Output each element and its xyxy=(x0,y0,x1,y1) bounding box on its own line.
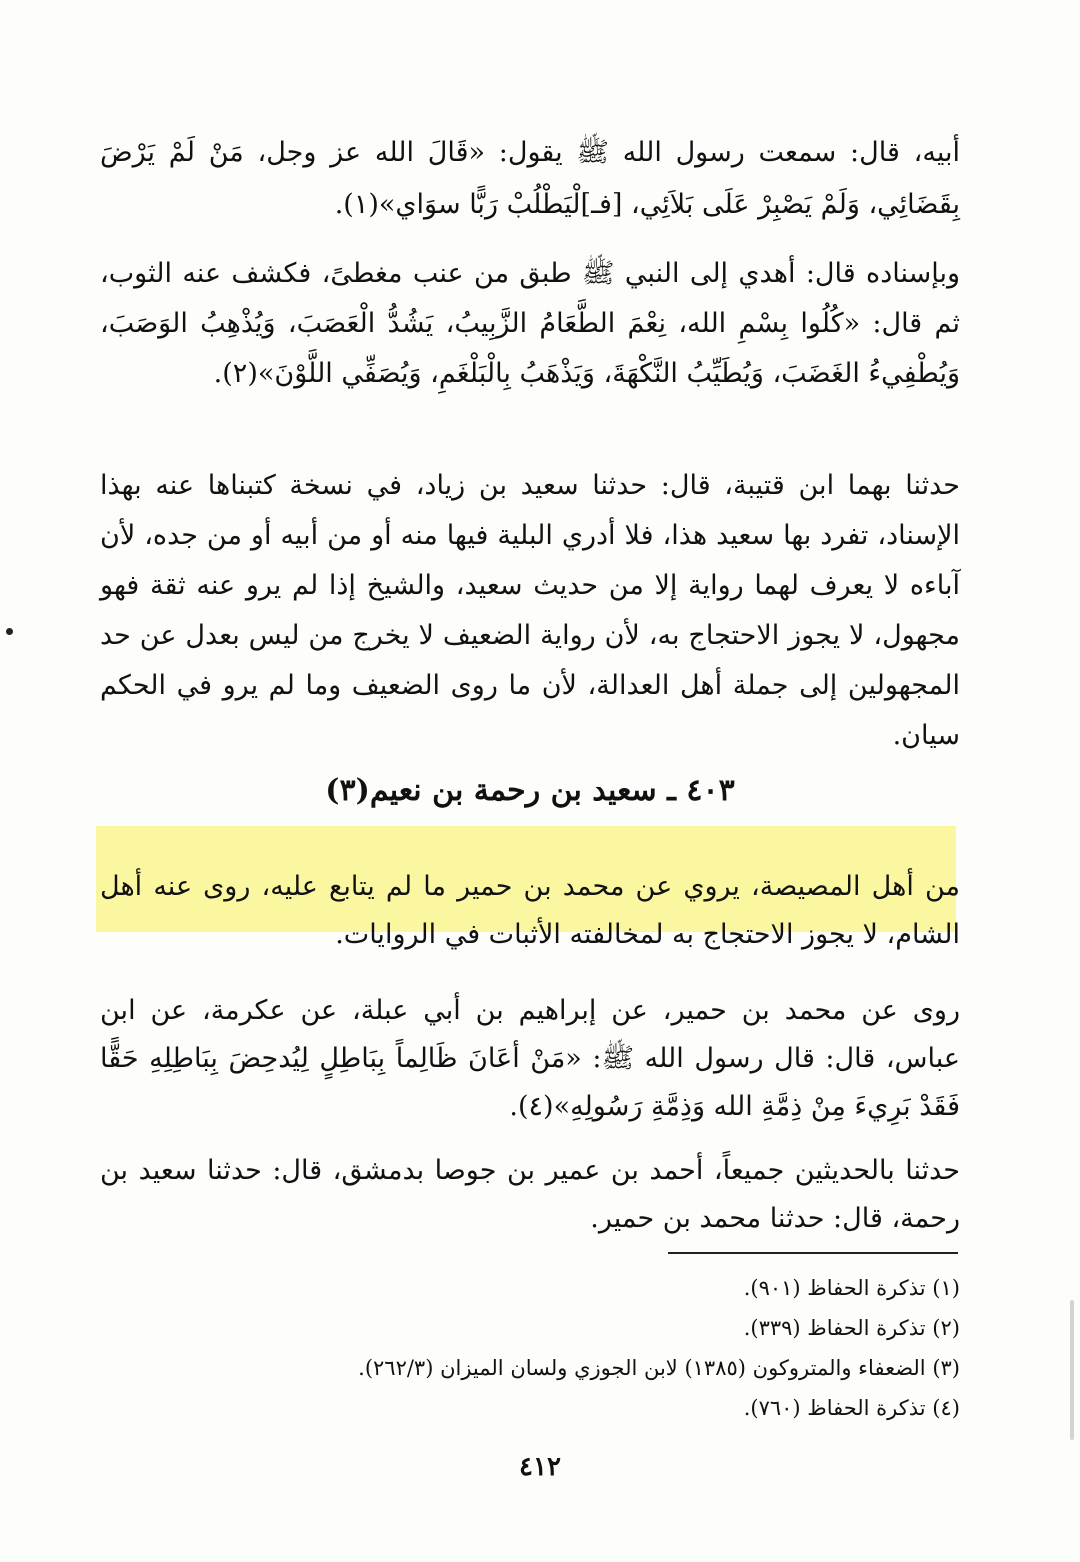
page-number: ٤١٢ xyxy=(519,1452,561,1482)
paragraph-hadith-2: وبإسناده قال: أهدي إلى النبي ﷺ طبق من عنب مغطىً، فكشف عنه الثوب، ثم قال: «كُلُوا بِسْمِ الله، نِعْمَ الطَّعَامُ الزَّبِيبُ، يَشُدُّ الْعَصَبَ، وَيُذْهِبُ الوَصَبَ، وَيُطْفِيءُ الغَضَبَ، وَيُطَيِّبُ النَّكْهَةَ، وَيَذْهَبُ بِالْبَلْغَمِ، وَيُصَفِّي اللَّوْنَ»(٢). xyxy=(100,258,960,389)
paragraph-isnad: حدثنا بالحديثين جميعاً، أحمد بن عمير بن جوصا بدمشق، قال: حدثنا سعيد بن رحمة، قال: حدثنا محمد بن حمير. xyxy=(100,1155,960,1234)
footnote-4: (٤) تذكرة الحفاظ (٧٦٠). xyxy=(743,1396,960,1420)
edge-mark xyxy=(6,628,13,635)
paragraph-hadith-1: أبيه، قال: سمعت رسول الله ﷺ يقول: «قَالَ الله عز وجل، مَنْ لَمْ يَرْضَ بِقَضَائِي، وَلَمْ يَصْبِرْ عَلَى بَلاَئِي، [فـ]لْيَطْلُبْ رَبًّا سوَاي»(١). xyxy=(100,137,960,220)
paragraph-hadith-3: روى عن محمد بن حمير، عن إبراهيم بن أبي عبلة، عن عكرمة، عن ابن عباس، قال: قال رسول الله ﷺ: «مَنْ أعَانَ ظَالِماً بِبَاطِلٍ لِيُدحِضَ بِبَاطِلِهِ حَقًّا فَقَدْ بَرِيءَ مِنْ ذِمَّةِ الله وَذِمَّةِ رَسُولِهِ»(٤). xyxy=(100,995,960,1122)
footnote-1: (١) تذكرة الحفاظ (٩٠١). xyxy=(743,1276,960,1300)
footnotes xyxy=(100,1268,960,1428)
footnote-3: (٣) الضعفاء والمتروكون (١٣٨٥) لابن الجوزي ولسان الميزان (٢٦٢/٣). xyxy=(358,1356,960,1380)
entry-heading: ٤٠٣ ـ سعيد بن رحمة بن نعيم(٣) xyxy=(325,773,735,808)
paragraph-commentary: حدثنا بهما ابن قتيبة، قال: حدثنا سعيد بن زياد، في نسخة كتبناها عنه بهذا الإسناد، تفرد بها سعيد هذا، فلا أدري البلية فيها منه أو من أبيه أو من جده، لأن آباءه لا يعرف لهما رواية إلا من حديث سعيد، والشيخ إذا لم يرو عنه ثقة فهو مجهول، لا يجوز الاحتجاج به، لأن رواية الضعيف لا يخرج من ليس بعدل عن حد المجهولين إلى جملة أهل العدالة، لأن ما روى الضعيف وما لم يرو في الحكم سيان. xyxy=(100,470,960,751)
footnote-2: (٢) تذكرة الحفاظ (٣٣٩). xyxy=(743,1316,960,1340)
footnote-divider xyxy=(668,1252,958,1254)
scrollbar[interactable] xyxy=(1070,1300,1074,1440)
paragraph-highlighted-biography: من أهل المصيصة، يروي عن محمد بن حمير ما لم يتابع عليه، روى عنه أهل الشام، لا يجوز الاحتجاج به لمخالفته الأثبات في الروايات. xyxy=(100,871,960,950)
